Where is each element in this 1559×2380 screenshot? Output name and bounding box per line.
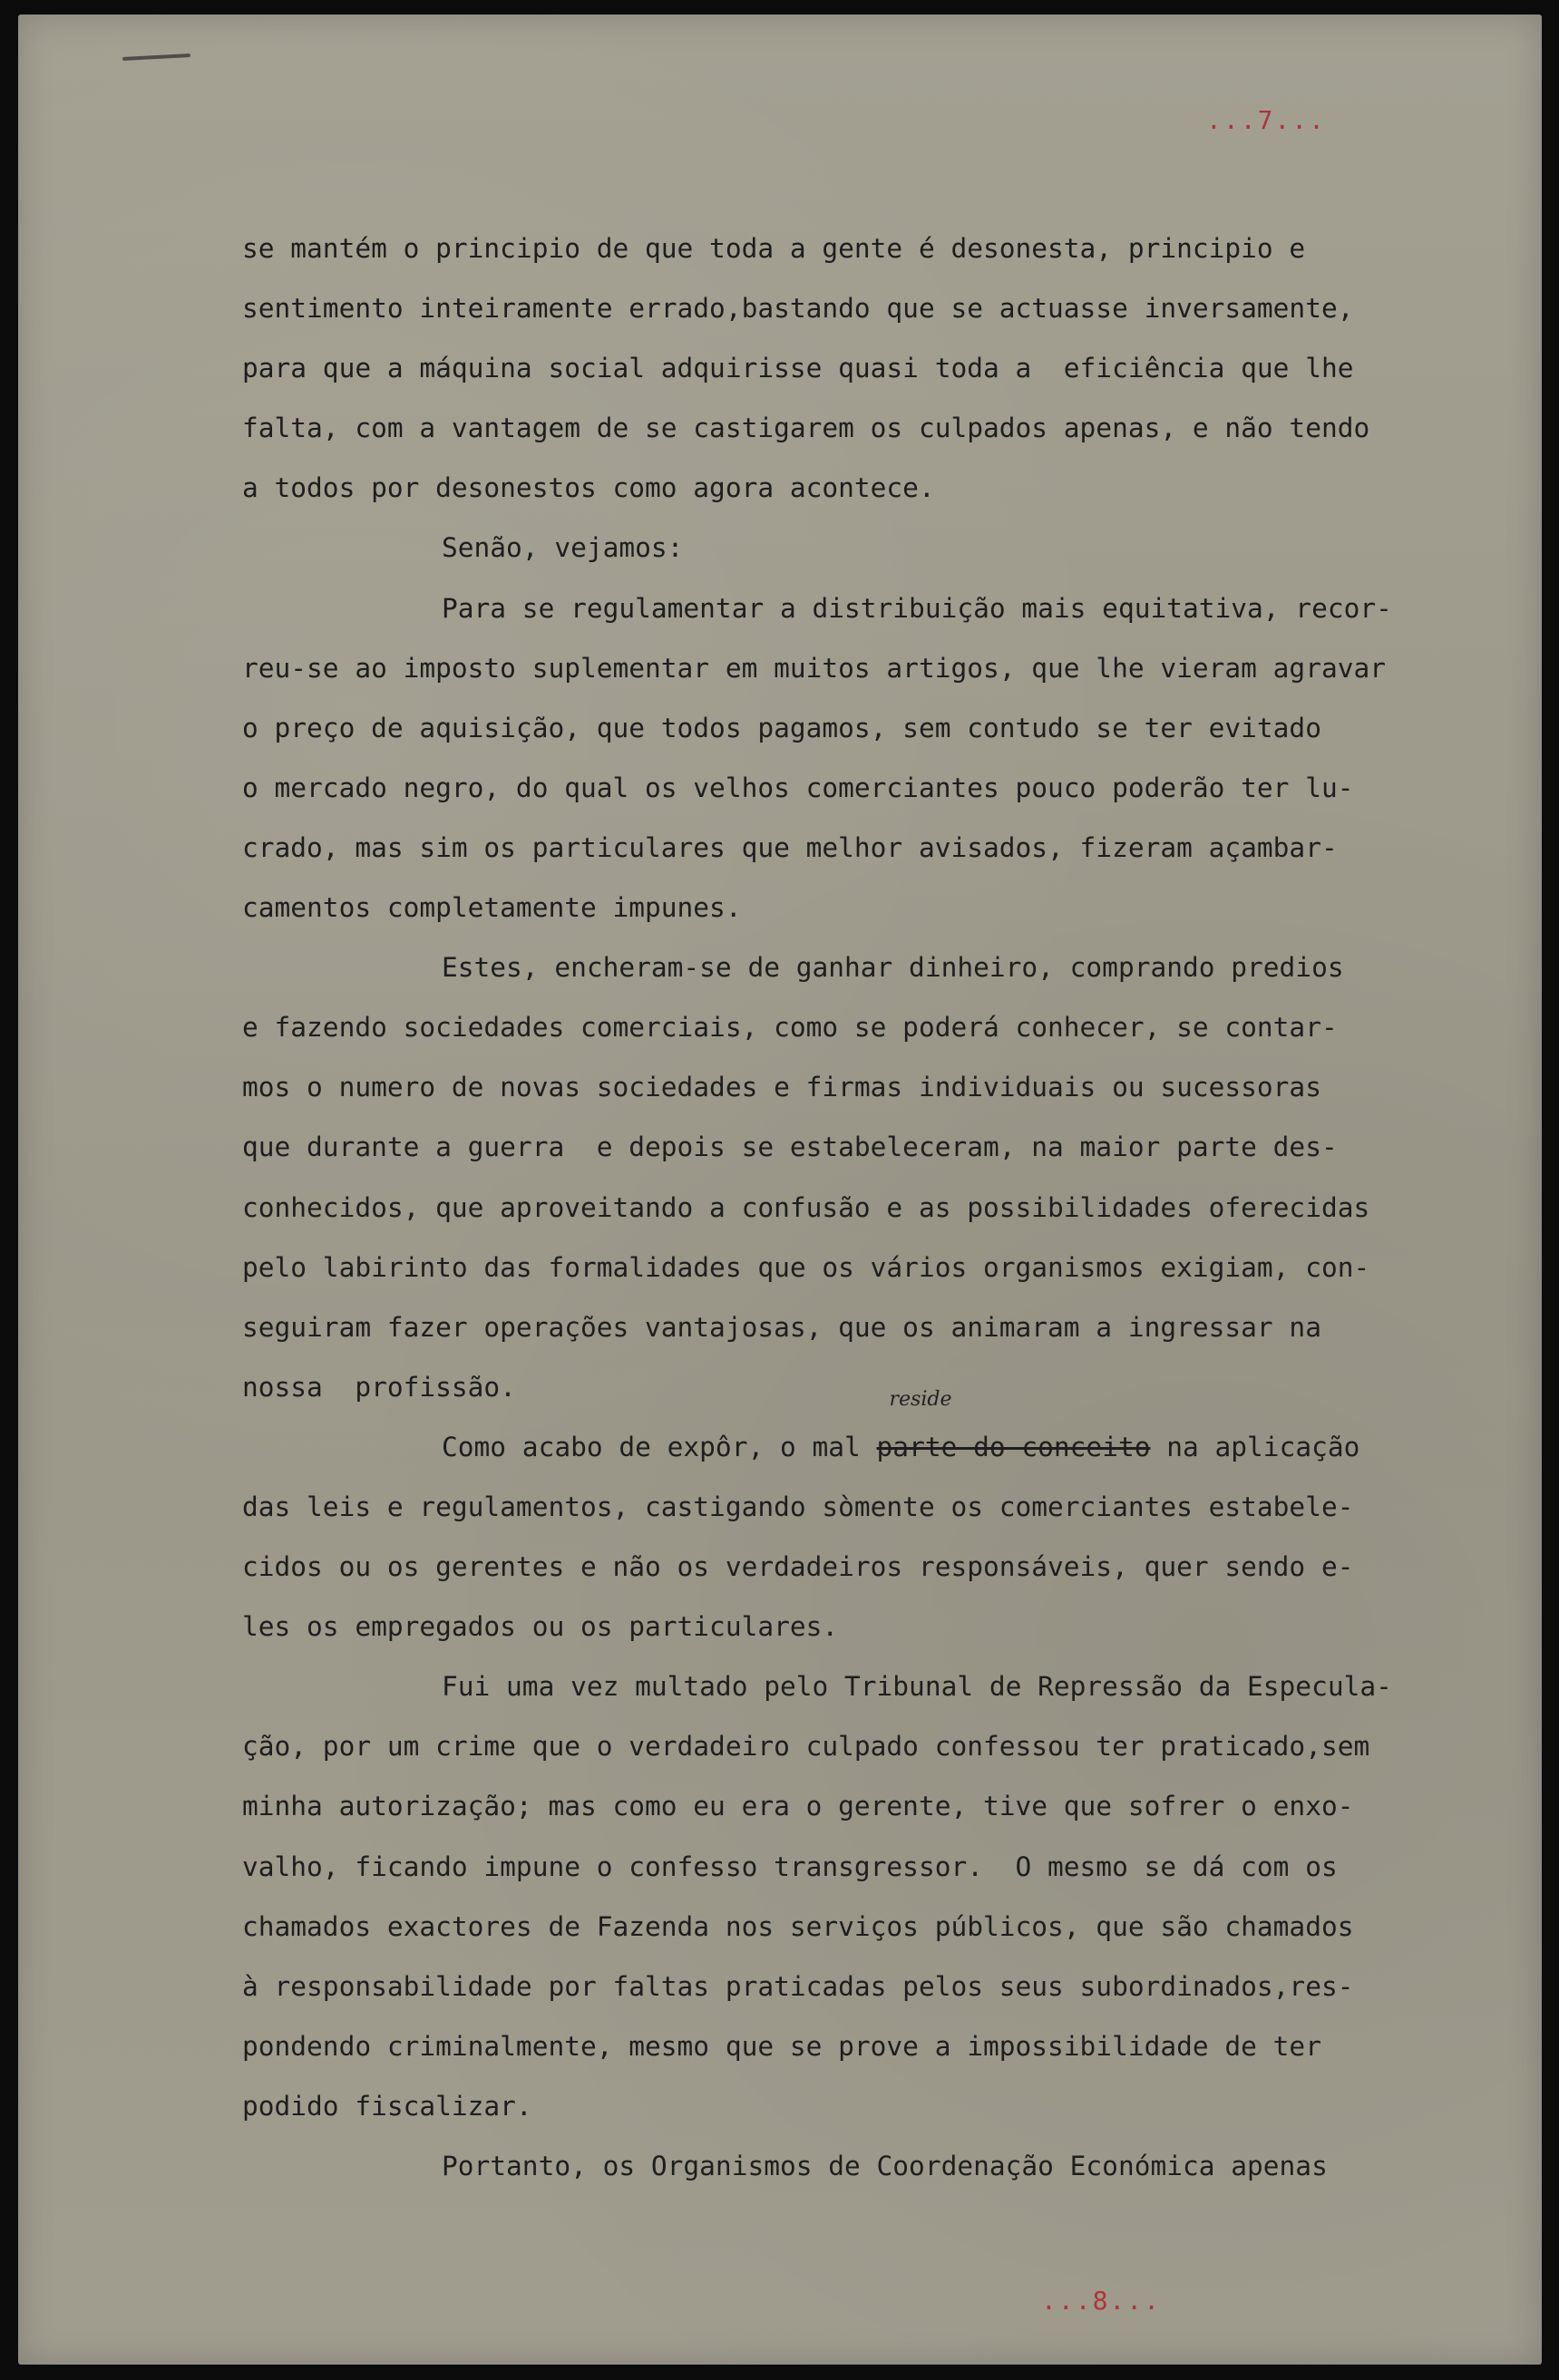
text-line: cidos ou os gerentes e não os verdadeiros responsáveis, quer sendo e- [242,1551,1354,1583]
text-line: Portanto, os Organismos de Coordenação Económica apenas [442,2151,1328,2181]
text-line: podido fiscalizar. [242,2090,532,2122]
text-line: que durante a guerra e depois se estabeleceram, na maior parte des- [242,1132,1338,1163]
text-line: e fazendo sociedades comerciais, como se poderá conhecer, se contar- [242,1012,1338,1044]
page-number-bottom: ...8... [1041,2286,1162,2316]
text-line: chamados exactores de Fazenda nos serviços públicos, que são chamados [242,1910,1354,1942]
text-line: Senão, vejamos: [442,532,684,564]
text-line: mos o numero de novas sociedades e firmas individuais ou sucessoras [242,1072,1321,1103]
text-line: Fui uma vez multado pelo Tribunal de Repressão da Especula- [442,1671,1392,1703]
text-line: seguiram fazer operações vantajosas, que os animaram a ingressar na [242,1311,1321,1343]
document-page [18,15,1542,2365]
edited-line-after: na aplicação [1150,1431,1360,1462]
typed-body [242,219,1530,2196]
text-line: pondendo criminalmente, mesmo que se prove a impossibilidade de ter [242,2030,1321,2062]
text-line: Estes, encheram-se de ganhar dinheiro, comprando predios [442,952,1344,984]
text-line: o preço de aquisição, que todos pagamos, sem contudo se ter evitado [242,712,1321,743]
text-line: das leis e regulamentos, castigando sòmente os comerciantes estabele- [242,1491,1354,1522]
text-line: ção, por um crime que o verdadeiro culpado confessou ter praticado,sem [242,1731,1370,1763]
text-line: reu-se ao imposto suplementar em muitos artigos, que lhe vieram agravar [242,652,1386,684]
struck-text: parte do conceito [876,1431,1151,1462]
page-number-top: ...7... [1206,105,1327,135]
text-line: Para se regulamentar a distribuição mais equitativa, recor- [442,592,1392,624]
body-lines-first [242,219,1530,1417]
text-line: sentimento inteiramente errado,bastando que se actuasse inversamente, [242,293,1354,325]
text-line: valho, ficando impune o confesso transgressor. O mesmo se dá com os [242,1851,1338,1882]
text-line: les os empregados ou os particulares. [242,1611,839,1643]
text-line: pelo labirinto das formalidades que os vários organismos exigiam, con- [242,1251,1370,1283]
body-lines-second [242,1477,1530,2196]
text-line: camentos completamente impunes. [242,892,742,924]
handwritten-correction [876,1387,1151,1477]
ink-scratch [122,53,190,61]
text-line: minha autorização; mas como eu era o gerente, tive que sofrer o enxo- [242,1791,1354,1822]
text-line: a todos por desonestos como agora acontece. [242,472,935,504]
text-line: conhecidos, que aproveitando a confusão e as possibilidades oferecidas [242,1191,1370,1223]
text-line: à responsabilidade por faltas praticadas pelos seus subordinados,res- [242,1970,1354,2002]
text-line: o mercado negro, do qual os velhos comerciantes pouco poderão ter lu- [242,772,1354,803]
text-line: se mantém o principio de que toda a gente é desonesta, principio e [242,233,1306,264]
edited-line-before: Como acabo de expôr, o mal [442,1431,877,1462]
text-line: falta, com a vantagem de se castigarem os culpados apenas, e não tendo [242,413,1370,444]
handwritten-insert: reside [889,1387,952,1411]
text-line: nossa profissão. [242,1371,516,1403]
text-line: crado, mas sim os particulares que melhor avisados, fizeram açambar- [242,831,1338,863]
text-line: para que a máquina social adquirisse quasi toda a eficiência que lhe [242,353,1354,384]
